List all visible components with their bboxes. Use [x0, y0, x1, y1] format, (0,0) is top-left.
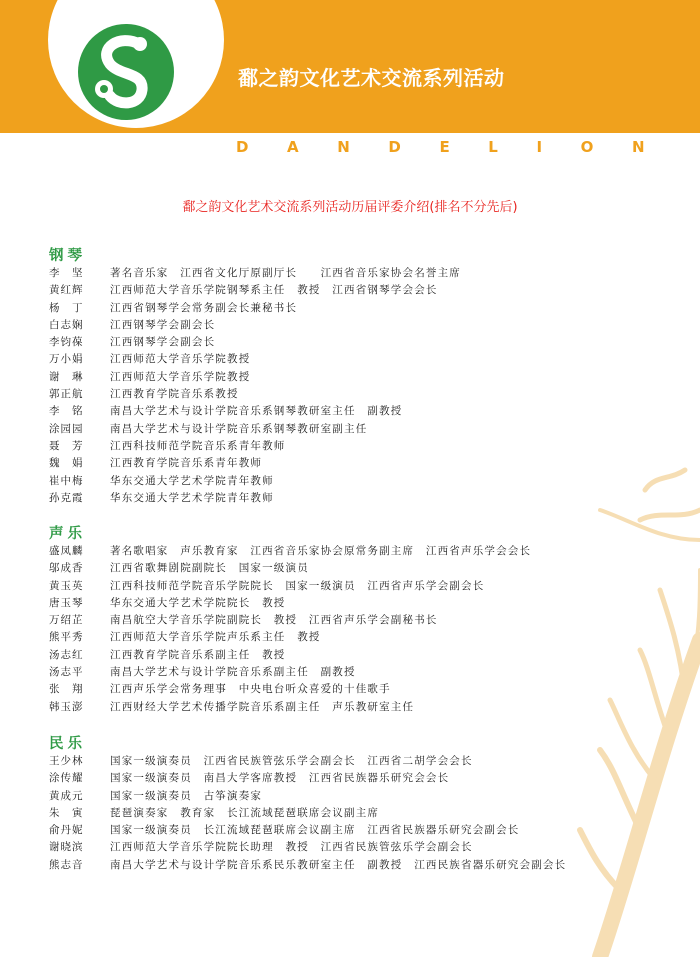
judge-desc: 南昌大学艺术与设计学院音乐系钢琴教研室主任 副教授 [110, 405, 403, 418]
judge-desc: 江西省歌舞剧院副院长 国家一级演员 [110, 562, 309, 575]
judge-desc: 南昌大学艺术与设计学院音乐系钢琴教研室副主任 [110, 422, 368, 435]
judge-desc: 江西教育学院音乐系副主任 教授 [110, 648, 286, 661]
section-piano [49, 247, 461, 507]
section-title-vocal: 声乐 [49, 526, 86, 542]
page-subtitle: 鄱之韵文化艺术交流系列活动历届评委介绍(排名不分先后) [182, 200, 518, 215]
judge-name: 汤志平 [49, 666, 84, 679]
logo-icon [76, 22, 176, 122]
judge-name: 黄玉英 [49, 579, 84, 592]
judge-desc: 江西师范大学音乐学院院长助理 教授 江西省民族管弦乐学会副会长 [110, 841, 473, 854]
judge-desc: 华东交通大学艺术学院青年教师 [110, 491, 274, 504]
judge-name: 谢 琳 [49, 370, 84, 383]
list-item [49, 403, 461, 420]
judge-name: 涂园园 [49, 422, 84, 435]
judge-desc: 江西科技师范学院音乐学院院长 国家一级演员 江西省声乐学会副会长 [110, 579, 485, 592]
list-item [49, 788, 566, 805]
judge-desc: 南昌大学艺术与设计学院音乐系副主任 副教授 [110, 666, 356, 679]
judge-desc: 华东交通大学艺术学院院长 教授 [110, 596, 286, 609]
section-title-piano: 钢琴 [49, 248, 86, 264]
list-item [49, 334, 461, 351]
judge-name: 杨 丁 [49, 301, 84, 314]
judge-name: 孙克霞 [49, 491, 84, 504]
list-item [49, 647, 531, 664]
list-item [49, 317, 461, 334]
judge-name: 谢晓滨 [49, 841, 84, 854]
judge-name: 熊平秀 [49, 631, 84, 644]
judge-name: 唐玉琴 [49, 596, 84, 609]
judge-name: 魏 娟 [49, 457, 84, 470]
header-banner [0, 0, 700, 133]
header-title: 鄱之韵文化艺术交流系列活动 [238, 66, 505, 90]
judge-name: 盛凤麟 [49, 545, 84, 557]
section-vocal [49, 525, 531, 716]
judge-name: 李钧葆 [49, 336, 84, 349]
list-item [49, 770, 566, 787]
judge-name: 韩玉澎 [49, 700, 84, 713]
list-item [49, 490, 461, 507]
list-item [49, 629, 531, 646]
judge-desc: 江西师范大学音乐学院教授 [110, 353, 251, 366]
judge-desc: 江西钢琴学会副会长 [110, 318, 216, 331]
list-item [49, 282, 461, 299]
list-item [49, 839, 566, 856]
judge-desc: 国家一级演奏员 南昌大学客席教授 江西省民族器乐研究会会长 [110, 772, 450, 785]
section-title-folk: 民乐 [49, 736, 86, 752]
judge-desc: 国家一级演奏员 江西省民族管弦乐学会副会长 江西省二胡学会会长 [110, 755, 473, 767]
list-item [49, 612, 531, 629]
list-item [49, 265, 461, 282]
judge-name: 万小娟 [49, 353, 84, 366]
judge-desc: 江西教育学院音乐系青年教师 [110, 457, 263, 470]
judge-desc: 江西财经大学艺术传播学院音乐系副主任 声乐教研室主任 [110, 700, 415, 713]
judge-name: 黄红辉 [49, 284, 84, 297]
judge-name: 王少林 [49, 755, 84, 767]
list-item [49, 681, 531, 698]
list-item [49, 351, 461, 368]
judge-desc: 著名音乐家 江西省文化厅原副厅长 江西省音乐家协会名誉主席 [110, 267, 461, 279]
list-item [49, 595, 531, 612]
list-item [49, 560, 531, 577]
judge-desc: 江西师范大学音乐学院声乐系主任 教授 [110, 631, 321, 644]
judge-name: 涂传耀 [49, 772, 84, 785]
list-item [49, 455, 461, 472]
list-item [49, 421, 461, 438]
list-item [49, 369, 461, 386]
judge-desc: 国家一级演奏员 古筝演奏家 [110, 789, 263, 802]
judge-name: 郭正航 [49, 388, 84, 401]
list-item [49, 543, 531, 560]
judge-desc: 南昌航空大学音乐学院副院长 教授 江西省声乐学会副秘书长 [110, 614, 438, 627]
judge-name: 汤志红 [49, 648, 84, 661]
judge-name: 白志娴 [49, 318, 84, 331]
list-item [49, 386, 461, 403]
judge-name: 李 坚 [49, 267, 84, 279]
judge-name: 万绍芷 [49, 614, 84, 627]
judge-desc: 江西师范大学音乐学院教授 [110, 370, 251, 383]
judge-name: 李 铭 [49, 405, 84, 418]
judge-desc: 南昌大学艺术与设计学院音乐系民乐教研室主任 副教授 江西民族省器乐研究会副会长 [110, 858, 567, 871]
brand-wordmark: DANDELION [236, 138, 684, 156]
judge-desc: 江西师范大学音乐学院钢琴系主任 教授 江西省钢琴学会会长 [110, 284, 438, 297]
judge-desc: 江西科技师范学院音乐系青年教师 [110, 439, 286, 452]
list-item [49, 438, 461, 455]
judge-desc: 琵琶演奏家 教育家 长江流域琵琶联席会议副主席 [110, 806, 380, 819]
list-item [49, 699, 531, 716]
judge-desc: 江西教育学院音乐系教授 [110, 388, 239, 401]
list-item [49, 300, 461, 317]
list-item [49, 857, 566, 874]
judge-name: 熊志音 [49, 858, 84, 871]
list-item [49, 805, 566, 822]
list-item [49, 664, 531, 681]
list-item [49, 578, 531, 595]
judge-desc: 著名歌唱家 声乐教育家 江西省音乐家协会原常务副主席 江西省声乐学会会长 [110, 545, 532, 557]
list-item [49, 473, 461, 490]
judge-name: 黄成元 [49, 789, 84, 802]
judge-desc: 江西省钢琴学会常务副会长兼秘书长 [110, 301, 298, 314]
list-item [49, 822, 566, 839]
judge-desc: 华东交通大学艺术学院青年教师 [110, 474, 274, 487]
judge-name: 朱 寅 [49, 806, 84, 819]
tree-decoration-icon [560, 450, 700, 957]
section-folk [49, 735, 566, 874]
list-item [49, 753, 566, 770]
judge-desc: 江西钢琴学会副会长 [110, 336, 216, 349]
judge-desc: 江西声乐学会常务理事 中央电台听众喜爱的十佳歌手 [110, 683, 391, 696]
judge-name: 俞丹妮 [49, 824, 84, 837]
judge-name: 邬成香 [49, 562, 84, 575]
judge-name: 崔中梅 [49, 474, 84, 487]
judge-name: 聂 芳 [49, 439, 84, 452]
judge-name: 张 翔 [49, 683, 84, 696]
judge-desc: 国家一级演奏员 长江流域琵琶联席会议副主席 江西省民族器乐研究会副会长 [110, 824, 520, 837]
